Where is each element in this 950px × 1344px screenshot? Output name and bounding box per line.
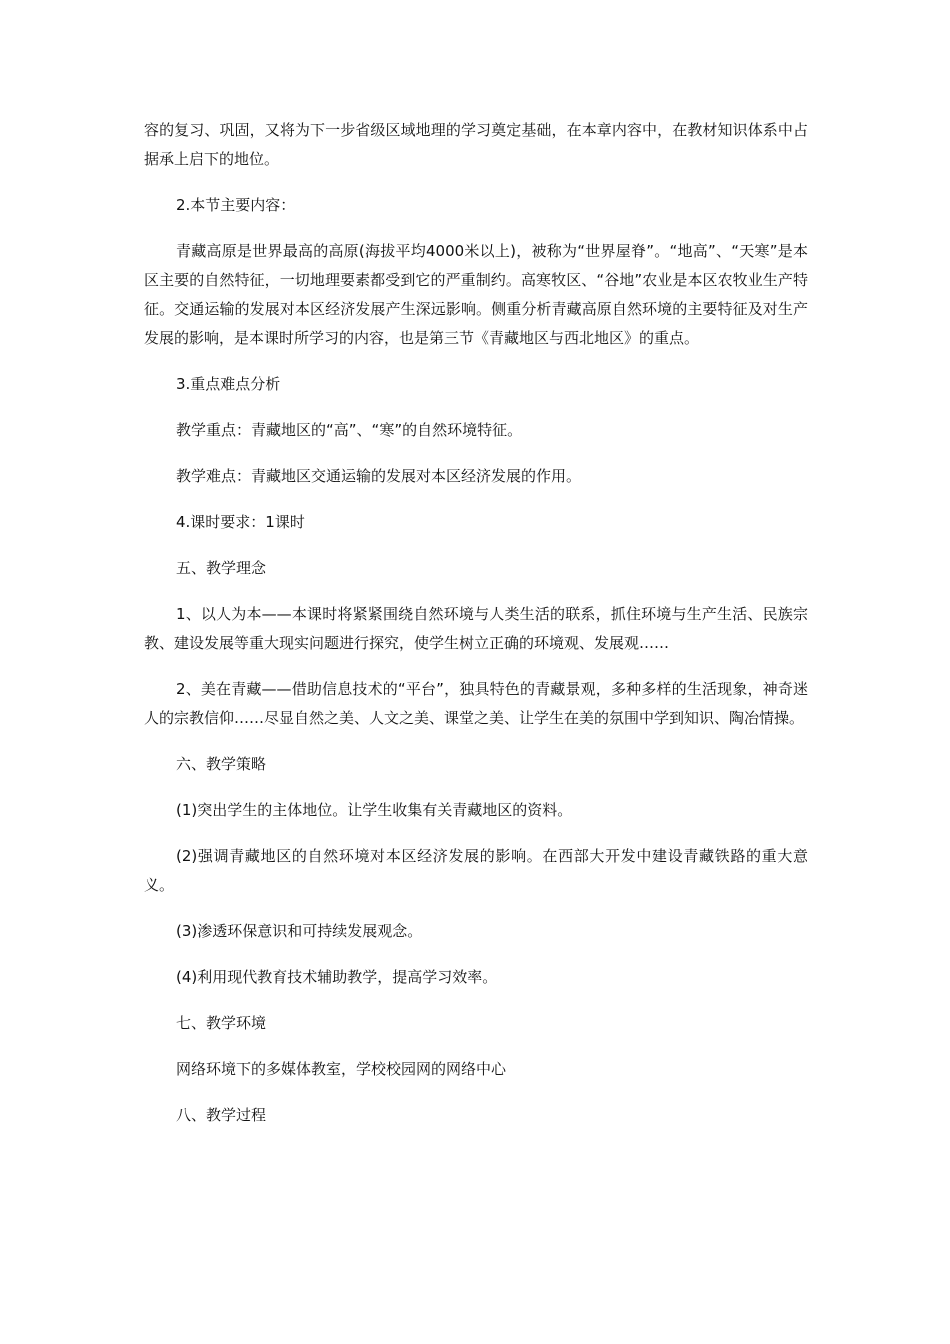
paragraph-key-point: 教学重点：青藏地区的“高”、“寒”的自然环境特征。: [176, 421, 523, 439]
paragraph-main-content: 青藏高原是世界最高的高原(海拔平均4000米以上)，被称为“世界屋脊”。“地高”、“天寒”是本区主要的自然特征，一切地理要素都受到它的严重制约。高寒牧区、“谷地”农业是本区农牧业生产特征。交通运输的发展对本区经济发展产生深远影响。侧重分析青藏高原自然环境的主要特征及对生产发展的影响，是本课时所学习的内容，也是第三节《青藏地区与西北地区》的重点。: [144, 242, 808, 347]
section-heading-teaching-strategy: 六、教学策略: [176, 755, 267, 773]
paragraph-strategy-3: (3)渗透环保意识和可持续发展观念。: [176, 922, 423, 940]
section-heading-teaching-philosophy: 五、教学理念: [176, 559, 267, 577]
document-body: [144, 116, 808, 1130]
section-heading-teaching-environment: 七、教学环境: [176, 1014, 267, 1032]
section-heading-main-content: 2.本节主要内容：: [176, 196, 296, 214]
paragraph-strategy-1: (1)突出学生的主体地位。让学生收集有关青藏地区的资料。: [176, 801, 573, 819]
paragraph-teaching-environment: 网络环境下的多媒体教室，学校校园网的网络中心: [176, 1060, 507, 1078]
section-heading-teaching-process: 八、教学过程: [176, 1106, 267, 1124]
paragraph-philosophy-2: 2、美在青藏——借助信息技术的“平台”，独具特色的青藏景观，多种多样的生活现象，神奇迷人的宗教信仰……尽显自然之美、人文之美、课堂之美、让学生在美的氛围中学到知识、陶冶情操。: [144, 680, 808, 727]
paragraph-continuation: 容的复习、巩固，又将为下一步省级区域地理的学习奠定基础，在本章内容中，在教材知识体系中占据承上启下的地位。: [144, 121, 808, 168]
paragraph-strategy-4: (4)利用现代教育技术辅助教学，提高学习效率。: [176, 968, 498, 986]
paragraph-philosophy-1: 1、以人为本——本课时将紧紧围绕自然环境与人类生活的联系，抓住环境与生产生活、民族宗教、建设发展等重大现实问题进行探究，使学生树立正确的环境观、发展观……: [144, 605, 808, 652]
paragraph-difficult-point: 教学难点：青藏地区交通运输的发展对本区经济发展的作用。: [176, 467, 582, 485]
section-heading-key-points: 3.重点难点分析: [176, 375, 281, 393]
section-heading-class-hours: 4.课时要求：1课时: [176, 513, 305, 531]
paragraph-strategy-2: (2)强调青藏地区的自然环境对本区经济发展的影响。在西部大开发中建设青藏铁路的重大意义。: [144, 847, 808, 894]
